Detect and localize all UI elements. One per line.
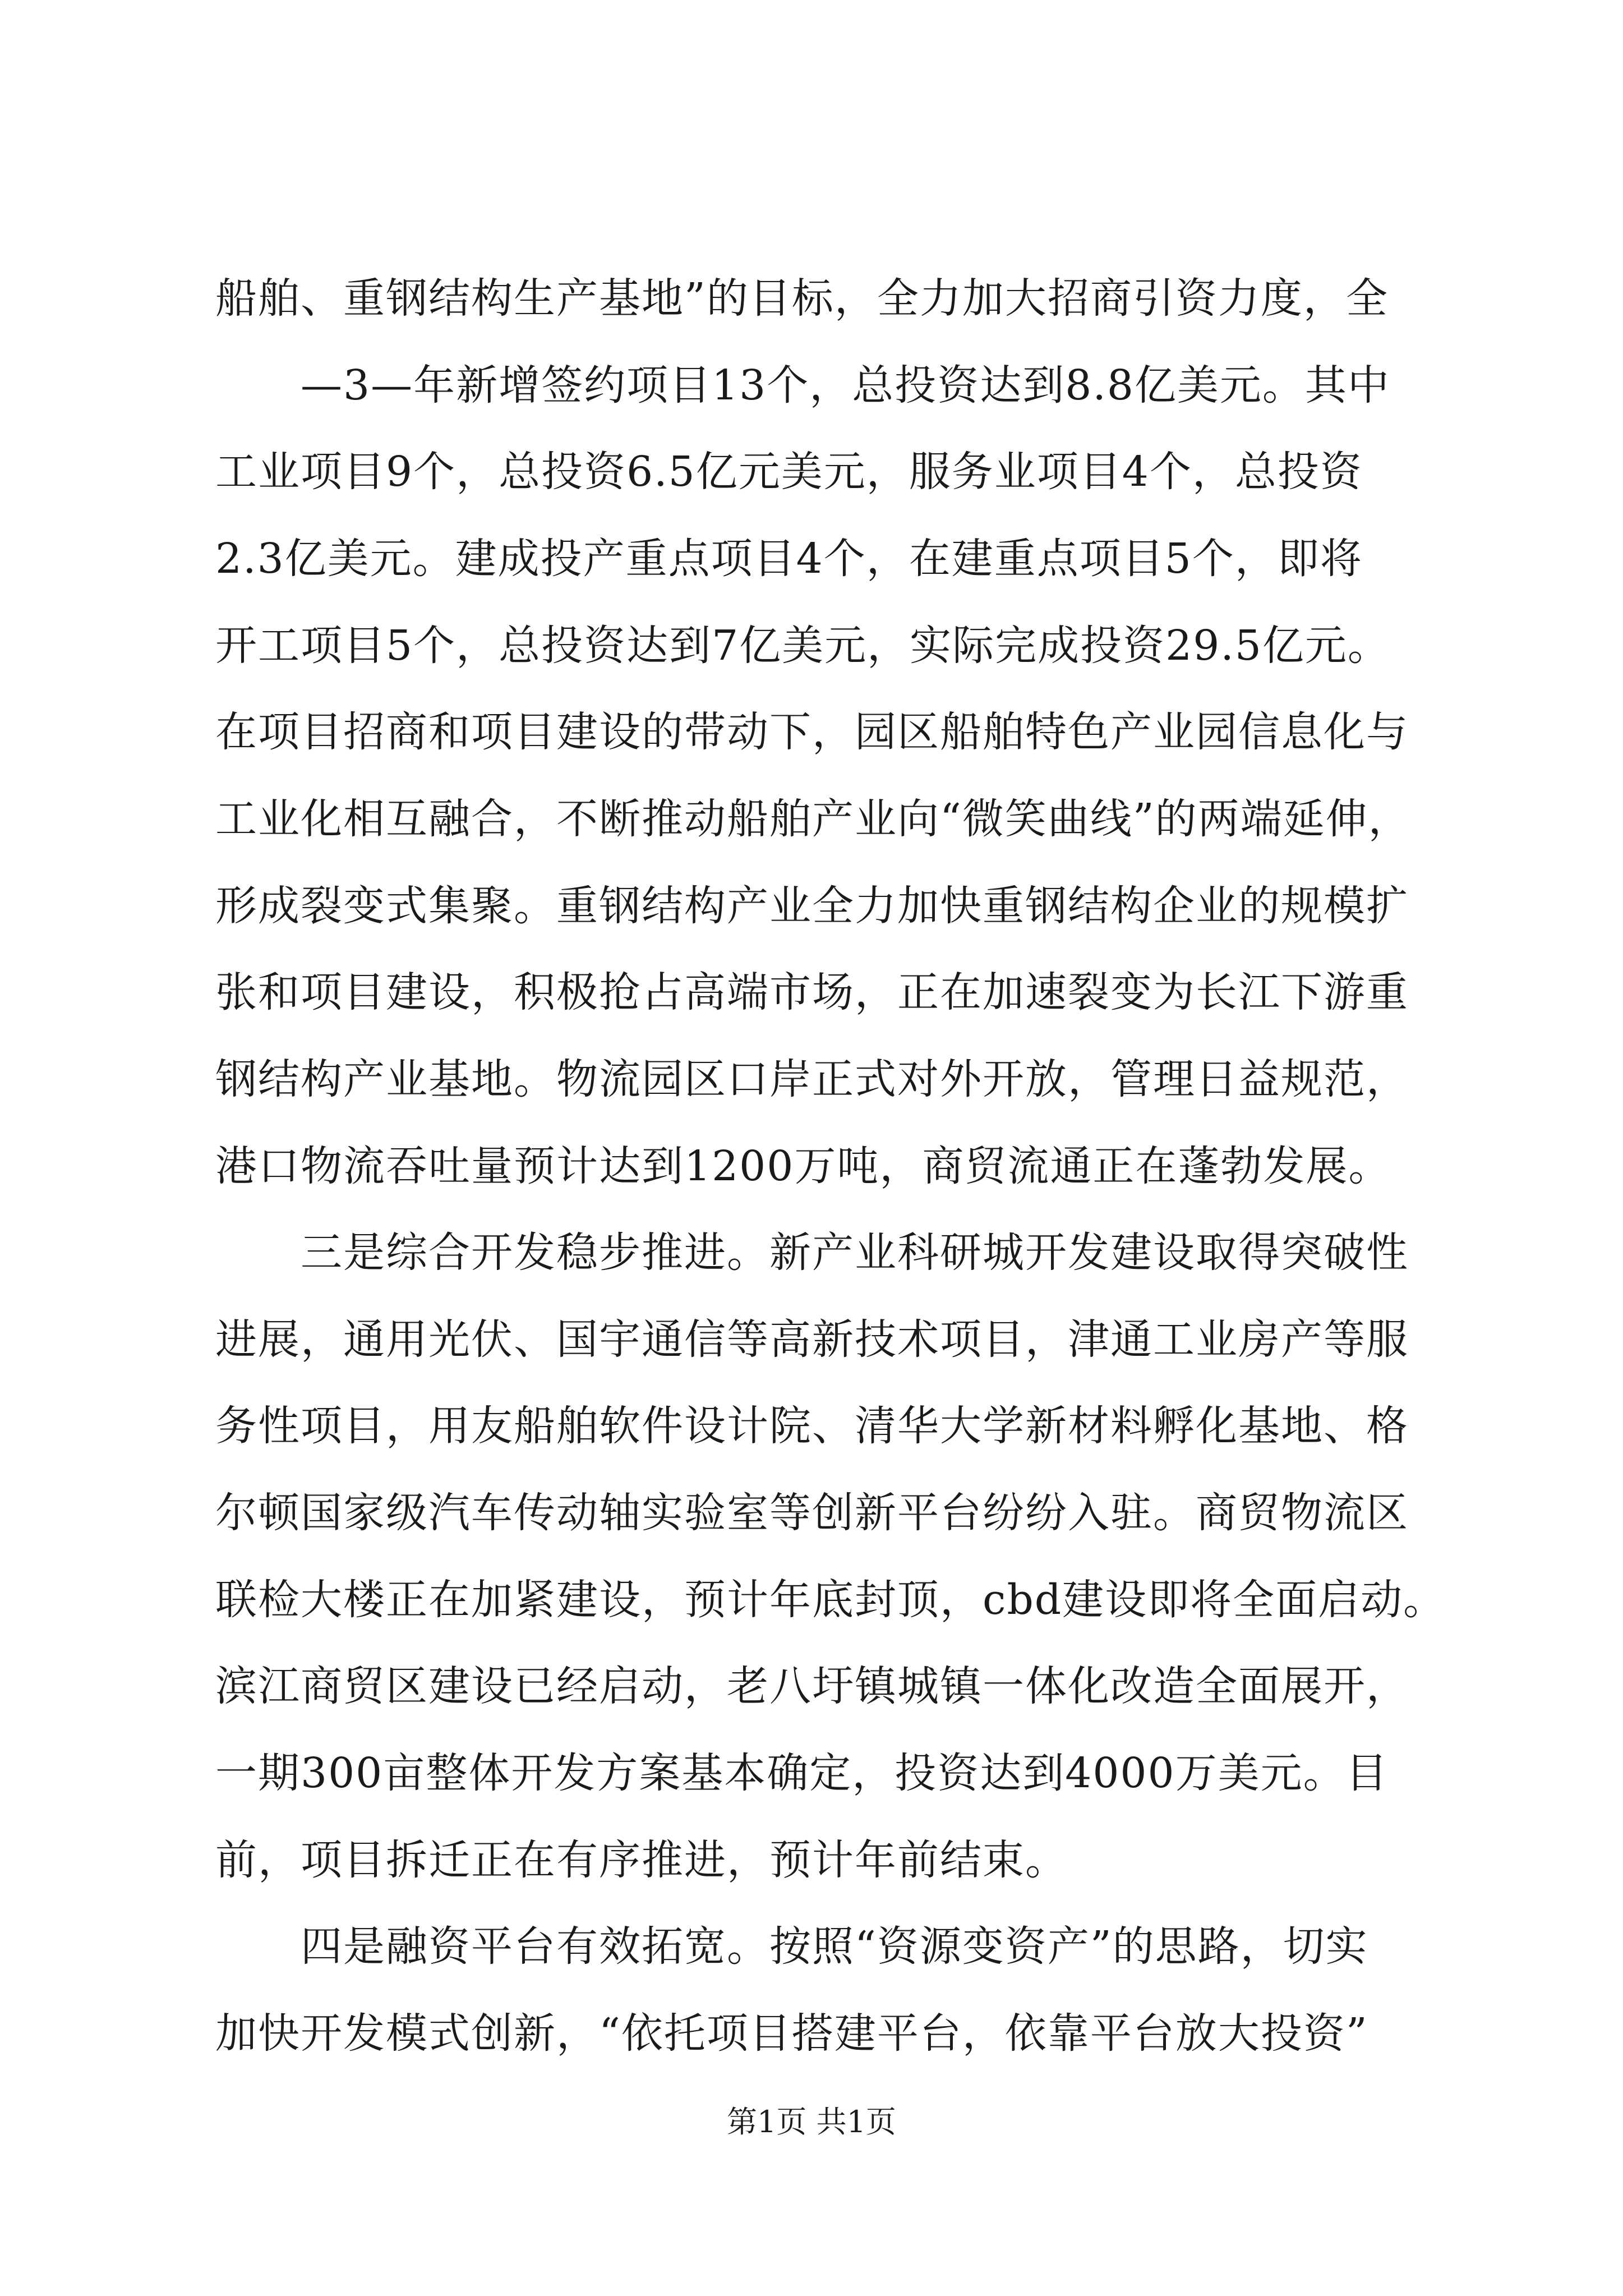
body-line: 四是融资平台有效拓宽。按照“资源变资产”的思路，切实	[215, 1922, 1368, 1971]
body-line: 张和项目建设，积极抢占高端市场，正在加速裂变为长江下游重	[215, 968, 1409, 1016]
body-line: 工业项目9个，总投资6.5亿元美元，服务业项目4个，总投资	[215, 448, 1363, 496]
body-line: 开工项目5个，总投资达到7亿美元，实际完成投资29.5亿元。	[215, 622, 1390, 670]
body-line: 前，项目拆迁正在有序推进，预计年前结束。	[215, 1836, 1068, 1884]
page-footer: 第1页 共1页	[727, 2104, 896, 2139]
body-line: 一期300亩整体开发方案基本确定，投资达到4000万美元。目	[215, 1749, 1389, 1797]
body-line: 港口物流吞吐量预计达到1200万吨，商贸流通正在蓬勃发展。	[215, 1142, 1391, 1190]
body-line: 联检大楼正在加紧建设，预计年底封顶，cbd建设即将全面启动。	[215, 1576, 1446, 1624]
body-line: 尔顿国家级汽车传动轴实验室等创新平台纷纷入驻。商贸物流区	[215, 1489, 1409, 1537]
body-line: 务性项目，用友船舶软件设计院、清华大学新材料孵化基地、格	[215, 1402, 1409, 1450]
body-line: 加快开发模式创新，“依托项目搭建平台，依靠平台放大投资”	[215, 2009, 1368, 2058]
body-line: 形成裂变式集聚。重钢结构产业全力加快重钢结构企业的规模扩	[215, 882, 1409, 930]
body-line: 船舶、重钢结构生产基地”的目标，全力加大招商引资力度，全	[215, 274, 1389, 323]
body-line: 钢结构产业基地。物流园区口岸正式对外开放，管理日益规范，	[215, 1055, 1409, 1103]
body-line: 滨江商贸区建设已经启动，老八圩镇城镇一体化改造全面展开，	[215, 1662, 1409, 1710]
body-line: —3—年新增签约项目13个，总投资达到8.8亿美元。其中	[215, 361, 1390, 409]
body-line: 三是综合开发稳步推进。新产业科研城开发建设取得突破性	[215, 1228, 1409, 1277]
body-line: 2.3亿美元。建成投产重点项目4个，在建重点项目5个，即将	[215, 535, 1363, 583]
body-line: 在项目招商和项目建设的带动下，园区船舶特色产业园信息化与	[215, 708, 1409, 756]
body-line: 进展，通用光伏、国宇通信等高新技术项目，津通工业房产等服	[215, 1315, 1409, 1364]
body-line: 工业化相互融合，不断推动船舶产业向“微笑曲线”的两端延伸，	[215, 795, 1411, 843]
